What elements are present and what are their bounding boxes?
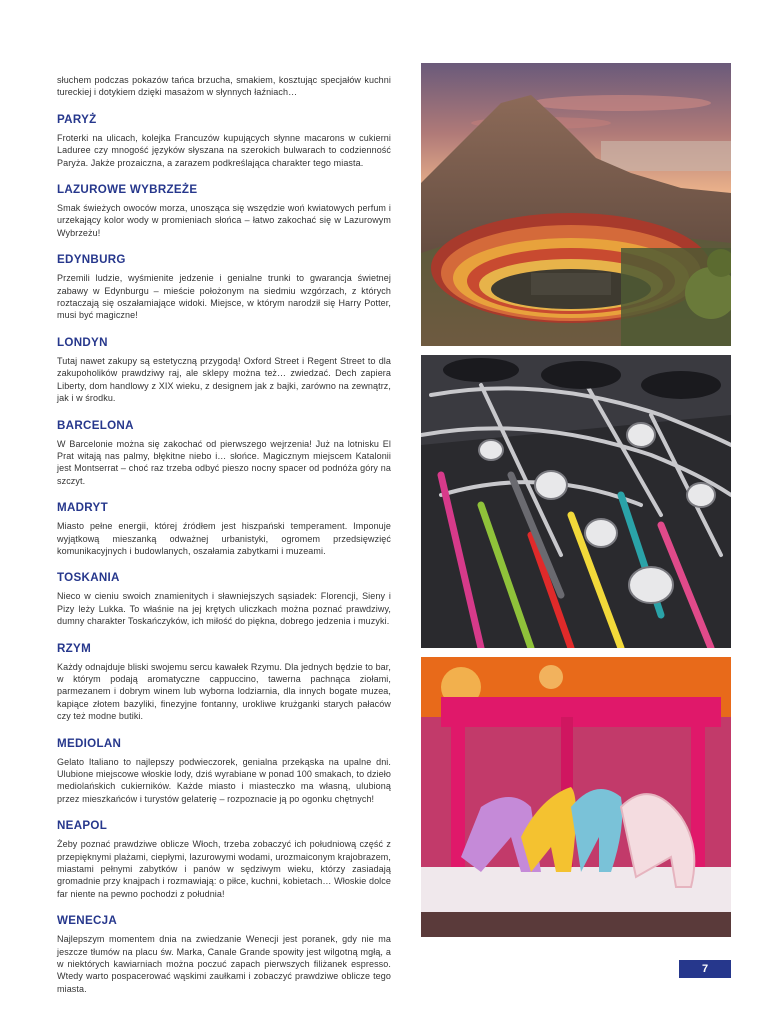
section-title: MADRYT	[57, 501, 108, 515]
section-text: Nieco w cieniu swoich znamienitych i sławniejszych sąsiadek: Florencji, Sieny i Pizy leży Lukka. To właśnie na jej krętych uliczkach można poznać prawdziwy, dumny charakter Toskańczyków, ich miłość do piękna, dobrego jedzenia i muzyki.	[57, 591, 391, 627]
section-text: Miasto pełne energii, której źródłem jest hiszpański temperament. Imponuje wyjątkową mieszanką odważnej urbanistyki, ogromem przedsięwzięć komunikacyjnych i budowlanych, oszałamia zabytkami i muzeami.	[57, 521, 391, 556]
section-title: EDYNBURG	[57, 253, 126, 267]
section-london	[57, 336, 391, 405]
text-column	[57, 74, 391, 1009]
section-cote-azur	[57, 183, 391, 239]
section-title: TOSKANIA	[57, 571, 120, 585]
section-title: BARCELONA	[57, 418, 134, 432]
section-title: PARYŻ	[57, 112, 97, 126]
section-rome	[57, 642, 391, 723]
section-text: W Barcelonie można się zakochać od pierwszego wejrzenia! Już na lotnisku El Prat witają nas palmy, błękitne niebo i… słońce. Magicznym miejscem Katalonii jest Montserrat – choć raz trzeba odbyć pieszo nocny spacer od podnóża góry na szczyt.	[57, 438, 391, 486]
section-text: Przemili ludzie, wyśmienite jedzenie i genialne trunki to gwarancja świetnej zabawy w Edynburgu – mieście położonym na siedmiu wzgórzach, z których roztaczają się oszałamiające widoki. Miejsce, w którym narodził się Harry Potter, musi być magiczne!	[57, 273, 391, 321]
section-naples	[57, 819, 391, 900]
section-title: RZYM	[57, 641, 92, 655]
amphitheater-photo	[421, 63, 731, 346]
section-text: Każdy odnajduje bliski swojemu sercu kawałek Rzymu. Dla jednych będzie to bar, w którym podają aromatyczne cappuccino, tawerna pachnąca ziołami, parmezanem i dobrym winem lub wyborna lodziarnia, dla innych bogate muzea, kapiące złotem bazyliki, finezyjne fontanny, urokliwe krużganki starych pałaców czy też modne butiki.	[57, 661, 391, 722]
section-text: Tutaj nawet zakupy są estetyczną przygodą! Oxford Street i Regent Street to dla zakupoholików prawdziwy raj, ale sklepy można też… zwiedzać. Dech zapiera Liberty, dom handlowy z XIX wieku, z designem jak z bajki, zarówno na zewnątrz, jak i w środku.	[57, 355, 391, 404]
section-paris	[57, 113, 391, 169]
section-text: Gelato Italiano to najlepszy podwieczorek, genialna przekąska na upalne dni. Ulubione miejscowe włoskie lody, dziś wyrabiane w ponad 100 smakach, to dzieło mediolańskich cukierników. Każde miasto i miasteczko ma własną, ulubioną przez mieszkańców i turystów gelaterię – rozpoznacie ją po ogonku chętnych!	[57, 756, 391, 804]
section-text: Smak świeżych owoców morza, unosząca się wszędzie woń kwiatowych perfum i urzekający kolor wody w promieniach słońca – łatwo zakochać się w Lazurowym Wybrzeżu!	[57, 203, 391, 238]
bicycles-photo	[421, 355, 731, 648]
section-barcelona	[57, 419, 391, 488]
high-heels-photo	[421, 657, 731, 937]
section-title: LONDYN	[57, 335, 108, 349]
section-tuscany	[57, 571, 391, 627]
section-text: Żeby poznać prawdziwe oblicze Włoch, trzeba zobaczyć ich południową część z przepięknymi plażami, ciepłymi, lazurowymi wodami, urozmaiconym krajobrazem, miastami pełnymi zabytków i panów w sędziwym wieku, którzy zasiadają gromadnie przy knajpach i rozmawiają: o piłce, kuchni, kobietach… Włoskie dolce far niente na pewno pochodzi z południa!	[57, 839, 391, 899]
section-venice	[57, 914, 391, 995]
intro-paragraph: słuchem podczas pokazów tańca brzucha, smakiem, kosztując specjałów kuchni tureckiej i dotykiem dzięki masażom w słynnych łaźniach…	[57, 75, 391, 98]
section-title: MEDIOLAN	[57, 736, 122, 750]
section-edinburgh	[57, 253, 391, 322]
section-milan	[57, 737, 391, 806]
section-madrid	[57, 501, 391, 557]
section-title: LAZUROWE WYBRZEŻE	[57, 183, 198, 197]
section-title: NEAPOL	[57, 819, 108, 833]
section-title: WENECJA	[57, 914, 118, 928]
section-text: Najlepszym momentem dnia na zwiedzanie Wenecji jest poranek, gdy nie ma jeszcze tłumów na placu św. Marka, Canale Grande spowity jest wilgotną mgłą, a w niektórych kawiarniach można poczuć zapach pierwszych filiżanek espresso. Wtedy warto pospacerować wąskimi zaułkami i zobaczyć prawdziwe oblicze tego miasta.	[57, 934, 391, 994]
page-number: 7	[679, 960, 731, 978]
section-text: Froterki na ulicach, kolejka Francuzów kupujących słynne macarons w cukierni Laduree czy mnogość języków słyszana na szerokich bulwarach to codzienność Paryża. Jakże prozaiczna, a zarazem podkreślająca charakter tego miasta.	[57, 132, 391, 168]
